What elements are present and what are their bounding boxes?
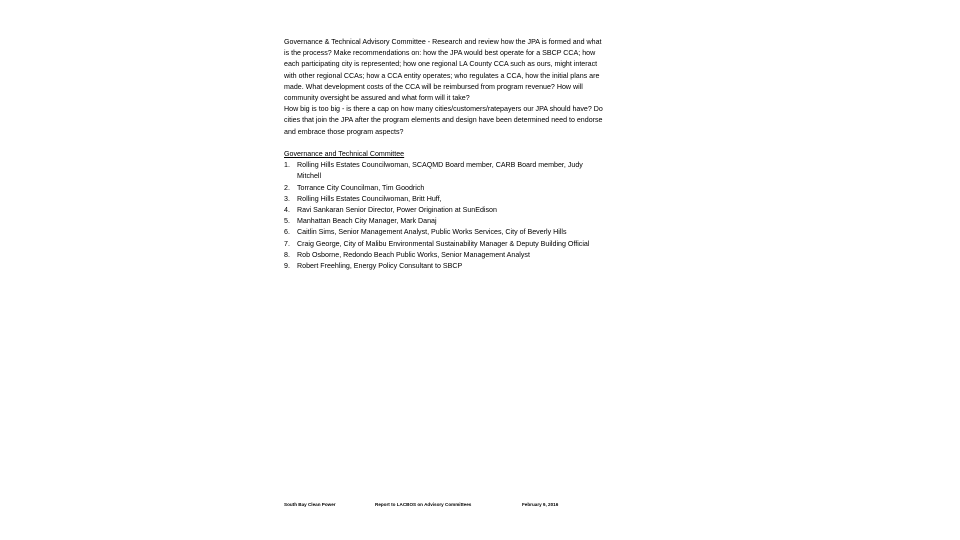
- member-text: Manhattan Beach City Manager, Mark Danaj: [297, 217, 437, 226]
- page-footer: [0, 502, 960, 512]
- member-list: [284, 160, 604, 272]
- member-number: 8.: [284, 250, 290, 259]
- member-number: 4.: [284, 206, 290, 215]
- member-number: 6.: [284, 228, 290, 237]
- intro-paragraph-2: How big is too big - is there a cap on how many cities/customers/ratepayers our JPA should have? Do cities that join the JPA after the program elements and design have been determined need to endorse and embrace those program aspects?: [284, 105, 603, 136]
- member-number: 1.: [284, 161, 290, 170]
- footer-report-title: Report to LACBOS on Advisory Committees: [375, 502, 472, 507]
- member-item: [284, 205, 604, 216]
- member-item: [284, 160, 604, 182]
- member-number: 5.: [284, 217, 290, 226]
- footer-organization: South Bay Clean Power: [284, 502, 336, 507]
- member-text: Caitlin Sims, Senior Management Analyst, Public Works Services, City of Beverly Hills: [297, 228, 567, 237]
- committee-title: Governance and Technical Committee: [284, 150, 405, 158]
- member-number: 3.: [284, 194, 290, 203]
- member-item: [284, 261, 604, 272]
- member-number: 2.: [284, 183, 290, 192]
- intro-section: [284, 37, 604, 138]
- member-item: [284, 194, 604, 205]
- member-text: Rob Osborne, Redondo Beach Public Works, Senior Management Analyst: [297, 250, 530, 259]
- member-item: [284, 216, 604, 227]
- member-number: 7.: [284, 239, 290, 248]
- member-item: [284, 183, 604, 194]
- member-number: 9.: [284, 262, 290, 271]
- committee-section: [284, 149, 604, 272]
- member-text: Ravi Sankaran Senior Director, Power Origination at SunEdison: [297, 206, 497, 215]
- member-text: Rolling Hills Estates Councilwoman, Britt Huff,: [297, 194, 442, 203]
- member-text: Craig George, City of Malibu Environmental Sustainability Manager & Deputy Building Official: [297, 239, 590, 248]
- member-item: [284, 239, 604, 250]
- intro-paragraph-1: Governance & Technical Advisory Committee - Research and review how the JPA is formed and what is the process? Make recommendations on: how the JPA would best operate for a SBCP CCA; how each participating city is represented; how one regional LA County CCA such as ours, might interact with other regional CCAs; how a CCA entity operates; who regulates a CCA, how the initial plans are made. What development costs of the CCA will be reimbursed from program revenue? How will community oversight be assured and what form will it take?: [284, 38, 602, 103]
- member-text: Rolling Hills Estates Councilwoman, SCAQMD Board member, CARB Board member, Judy Mitchell: [297, 161, 583, 181]
- member-item: [284, 250, 604, 261]
- footer-date: February 9, 2016: [522, 502, 559, 507]
- member-text: Robert Freehling, Energy Policy Consultant to SBCP: [297, 262, 463, 271]
- member-text: Torrance City Councilman, Tim Goodrich: [297, 183, 425, 192]
- member-item: [284, 227, 604, 238]
